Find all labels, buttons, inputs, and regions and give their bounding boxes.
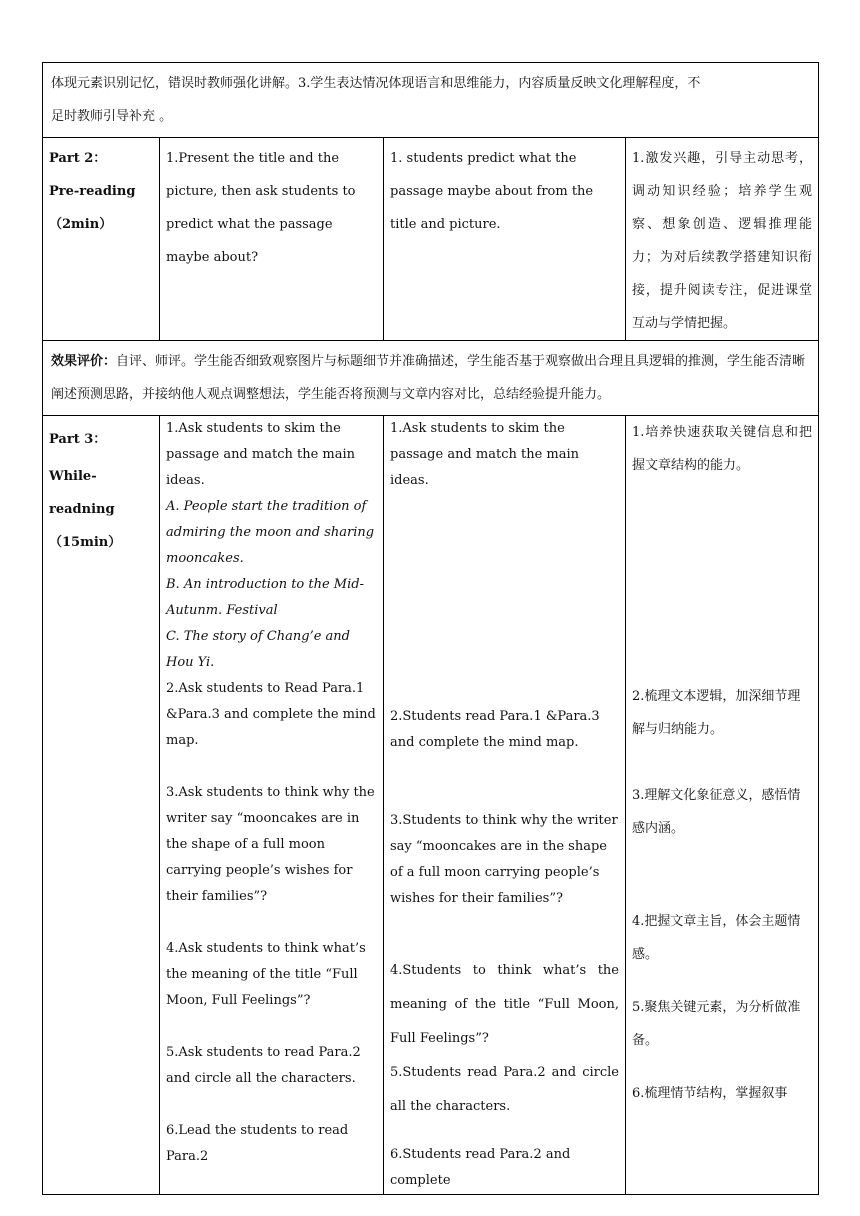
top-row-cell [43,63,819,138]
part3-label: Part 3： [49,432,107,447]
part3-teacher-cell [160,416,384,1195]
part3-purpose-cell [626,416,819,1195]
part3-student-5: 5.Students read Para.2 and circle all the characters. [390,1065,619,1114]
part3-name: While-readning [49,469,115,517]
part3-student-2: 2.Students read Para.1 &Para.3 and complete the mind map. [390,709,600,750]
part3-purpose-3: 3.理解文化象征意义，感悟情感内涵。 [632,788,801,836]
part3-time: （15min） [49,535,122,550]
part2-purpose-cell [626,138,819,341]
part2-teacher-activity: 1.Present the title and the picture, then ask students to predict what the passage maybe about? [166,151,356,265]
part2-row [43,138,819,341]
evaluation-row [43,341,819,416]
part2-student-activity: 1. students predict what the passage maybe about from the title and picture. [390,151,594,232]
evaluation-cell [43,341,819,416]
part2-label-cell [43,138,160,341]
part3-student-3: 3.Students to think why the writer say “mooncakes are in the shape of a full moon carrying people’s wishes for their families”? [390,813,618,906]
part3-purpose-4: 4.把握文章主旨，体会主题情感。 [632,914,801,962]
top-row [43,63,819,138]
main-idea-b: B. An introduction to the Mid-Autunm. Festival [166,577,364,618]
main-idea-a: A. People start the tradition of admiring the moon and sharing mooncakes. [166,499,375,566]
part3-student-1: 1.Ask students to skim the passage and match the main ideas. [390,421,580,488]
part3-row [43,416,819,1195]
part3-purpose-5: 5.聚焦关键元素，为分析做准备。 [632,1000,801,1048]
part3-purpose-6: 6.梳理情节结构，掌握叙事 [632,1086,788,1101]
main-idea-c: C. The story of Chang’e and Hou Yi. [166,629,350,670]
part3-teacher-3: 3.Ask students to think why the writer say “mooncakes are in the shape of a full moon carrying people’s wishes for their families”? [166,785,375,904]
part2-teacher-cell [160,138,384,341]
evaluation-label: 效果评价： [51,354,117,369]
part2-student-cell [384,138,626,341]
part3-teacher-4: 4.Ask students to think what’s the meaning of the title “Full Moon, Full Feelings”? [166,941,366,1008]
lesson-plan-table [42,62,819,1195]
part3-teacher-5: 5.Ask students to read Para.2 and circle all the characters. [166,1045,361,1086]
part3-teacher-1: 1.Ask students to skim the passage and match the main ideas. [166,421,356,488]
part3-student-4: 4.Students to think what’s the meaning of the title “Full Moon, Full Feelings”? [390,963,619,1046]
part2-time: （2min） [49,217,113,232]
part3-purpose-1: 1.培养快速获取关键信息和把握文章结构的能力。 [632,425,813,473]
part3-student-cell [384,416,626,1195]
part3-label-cell [43,416,160,1195]
top-row-line2: 足时教师引导补充 。 [51,109,173,124]
part2-purpose: 1.激发兴趣，引导主动思考，调动知识经验；培养学生观察、想象创造、逻辑推理能力；为对后续教学搭建知识衔接，提升阅读专注，促进课堂互动与学情把握。 [632,151,813,331]
part3-student-6: 6.Students read Para.2 and complete [390,1147,571,1188]
part3-teacher-6: 6.Lead the students to read Para.2 [166,1123,349,1164]
part3-purpose-2: 2.梳理文本逻辑，加深细节理解与归纳能力。 [632,689,801,737]
part3-teacher-2: 2.Ask students to Read Para.1 &Para.3 and complete the mind map. [166,681,376,748]
evaluation-text: 自评、师评。学生能否细致观察图片与标题细节并准确描述，学生能否基于观察做出合理且具逻辑的推测，学生能否清晰阐述预测思路，并接纳他人观点调整想法，学生能否将预测与文章内容对比，总结经验提升能力。 [51,354,806,402]
top-row-line1: 体现元素识别记忆，错误时教师强化讲解。3.学生表达情况体现语言和思维能力，内容质量反映文化理解程度，不 [51,76,701,91]
part2-label: Part 2： [49,151,107,166]
part2-name: Pre-reading [49,184,136,199]
